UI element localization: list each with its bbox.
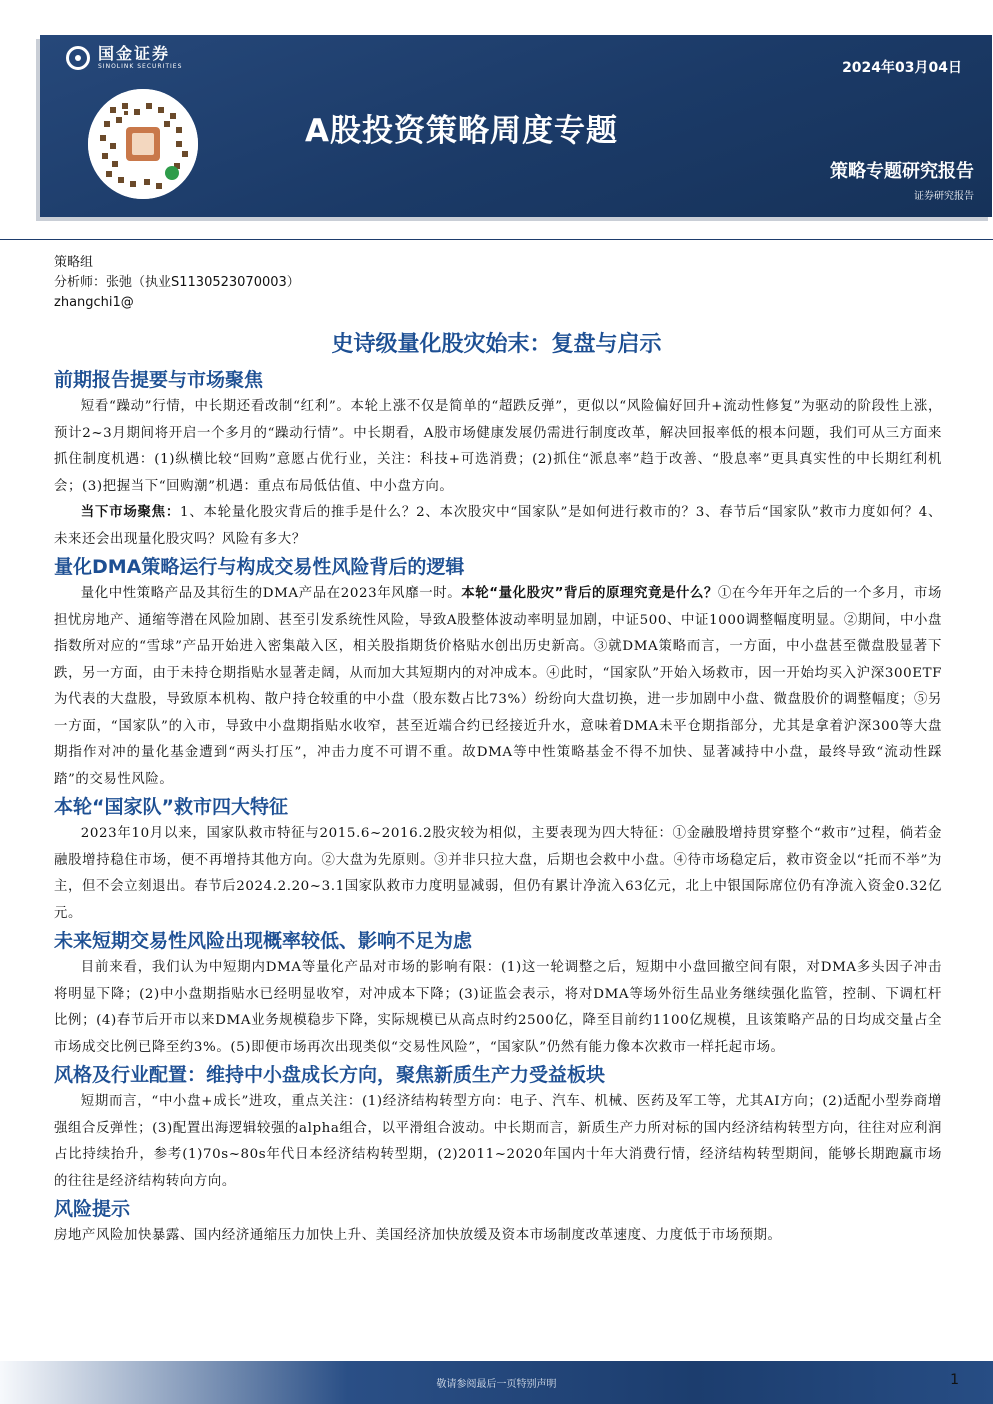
analyst-info: 分析师：张弛（执业S1130523070003） xyxy=(54,275,300,290)
paragraph: 短期而言，“中小盘+成长”进攻，重点关注：(1)经济结构转型方向：电子、汽车、机械、医药及军工等，尤其AI方向；(2)适配小型券商增强组合反弹性；(3)配置出海逻辑较强的alpha组合，以平滑组合波动。中长期而言，新质生产力所对标的国内经济结构转型方向，往往对应利润占比持续抬升，参考(1)70s~80s年代日本经济结构转型期，(2)2011~2020年国内十年大消费行情，经济结构转型期间，能够长期跑赢市场的往往是经济结构转向方向。 xyxy=(54,1094,942,1189)
paragraph: 目前来看，我们认为中短期内DMA等量化产品对市场的影响有限：(1)这一轮调整之后，短期中小盘回撤空间有限，对DMA多头因子冲击将明显下降；(2)中小盘期指贴水已经明显收窄，对冲成本下降；(3)证监会表示，将对DMA等场外衍生品业务继续强化监管，控制、下调杠杆比例；(4)春节后开市以来DMA业务规模稳步下降，实际规模已从高点时约2500亿，降至目前约1100亿规模，且该策略产品的日均成交量占全市场成交比例已降至约3%。(5)即便市场再次出现类似“交易性风险”，“国家队”仍然有能力像本次救市一样托起市场。 xyxy=(54,960,942,1055)
paragraph-text: ①在今年开年之后的一个多月，市场担忧房地产、通缩等潜在风险加剧、甚至引发系统性风险，导致A股整体波动率明显加剧，中证500、中证1000调整幅度明显。②期间，中小盘指数所对应的“雪球”产品开始进入密集敲入区，相关股指期货价格贴水创出历史新高。③就DMA策略而言，一方面，中小盘甚至微盘股显著下跌，另一方面，由于未持仓期指贴水显著走阔，从而加大其短期内的对冲成本。④此时，“国家队”开始入场救市，因一开始均买入沪深300ETF为代表的大盘股，导致原本机构、散户持仓较重的中小盘（股东数占比73%）纷纷向大盘切换，进一步加剧中小盘、微盘股价的调整幅度；⑤另一方面，“国家队”的入市，导致中小盘期指贴水收窄，甚至近端合约已经接近升水，意味着DMA未平仓期指部分，尤其是拿着沪深300等大盘期指作对冲的量化基金遭到“两头打压”，冲击力度不可谓不重。故DMA等中性策略基金不得不加快、显著减持中小盘，最终导致“流动性踩踏”的交易性风险。 xyxy=(54,586,942,787)
paragraph xyxy=(54,581,942,793)
section-title: 未来短期交易性风险出现概率较低、影响不足为虑 xyxy=(54,930,473,952)
section-title: 前期报告提要与市场聚焦 xyxy=(54,369,264,391)
paragraph-lead: 本轮“量化股灾”背后的原理究竟是什么？ xyxy=(461,586,719,601)
logo-mark-icon xyxy=(66,46,90,70)
section-title: 风格及行业配置：维持中小盘成长方向，聚焦新质生产力受益板块 xyxy=(54,1064,606,1086)
logo-cn-text: 国金证券 xyxy=(98,44,171,63)
report-title: A股投资策略周度专题 xyxy=(305,113,618,149)
paragraph-lead: 当下市场聚焦： xyxy=(80,505,181,520)
paragraph: 短看“躁动”行情，中长期还看改制“红利”。本轮上涨不仅是简单的“超跌反弹”，更似以“风险偏好回升+流动性修复”为驱动的阶段性上涨，预计2~3月期间将开启一个多月的“躁动行情”。中长期看，A股市场健康发展仍需进行制度改革，解决回报率低的根本问题，我们可从三方面来抓住制度机遇：(1)纵横比较“回购”意愿占优行业，关注：科技+可选消费；(2)抓住“派息率”趋于改善、“股息率”更具真实性的中长期红利机会；(3)把握当下“回购潮”机遇：重点布局低估值、中小盘方向。 xyxy=(54,399,942,494)
paragraph-text: 量化中性策略产品及其衍生的DMA产品在2023年风靡一时。 xyxy=(80,586,462,601)
section-title: 风险提示 xyxy=(54,1198,131,1220)
logo-en-text: SINOLINK SECURITIES xyxy=(98,63,183,70)
section-title: 本轮“国家队”救市四大特征 xyxy=(54,796,288,818)
article-title: 史诗级量化股灾始末：复盘与启示 xyxy=(331,332,662,357)
paragraph-text: 1、本轮量化股灾背后的推手是什么？2、本次股灾中“国家队”是如何进行救市的？3、春节后“国家队”救市力度如何？4、未来还会出现量化股灾吗？风险有多大？ xyxy=(54,505,942,547)
report-date: 2024年03月04日 xyxy=(842,60,962,76)
report-body xyxy=(54,366,942,1250)
author-block xyxy=(54,253,300,313)
report-type: 策略专题研究报告 xyxy=(830,161,974,182)
analyst-email: zhangchi1@ xyxy=(54,295,134,310)
paragraph xyxy=(54,500,942,553)
report-subtype: 证券研究报告 xyxy=(914,191,974,202)
team-name: 策略组 xyxy=(54,255,94,270)
page-number: 1 xyxy=(950,1372,959,1388)
disclaimer-note: 敬请参阅最后一页特别声明 xyxy=(436,1379,557,1390)
section-title: 量化DMA策略运行与构成交易性风险背后的逻辑 xyxy=(54,556,465,578)
paragraph: 2023年10月以来，国家队救市特征与2015.6~2016.2股灾较为相似，主要表现为四大特征：①金融股增持贯穿整个“救市”过程，倘若金融股增持稳住市场，便不再增持其他方向。②大盘为先原则。③并非只拉大盘，后期也会救中小盘。④待市场稳定后，救市资金以“托而不举”为主，但不会立刻退出。春节后2024.2.20~3.1国家队救市力度明显减弱，但仍有累计净流入63亿元，北上中银国际席位仍有净流入资金0.32亿元。 xyxy=(54,826,942,921)
header-divider xyxy=(0,239,993,240)
footer-bar xyxy=(0,1361,993,1404)
paragraph: 房地产风险加快暴露、国内经济通缩压力加快上升、美国经济加快放缓及资本市场制度改革速度、力度低于市场预期。 xyxy=(54,1228,782,1243)
qr-code-icon xyxy=(88,89,198,199)
header-banner xyxy=(40,35,992,217)
company-logo xyxy=(66,45,182,71)
